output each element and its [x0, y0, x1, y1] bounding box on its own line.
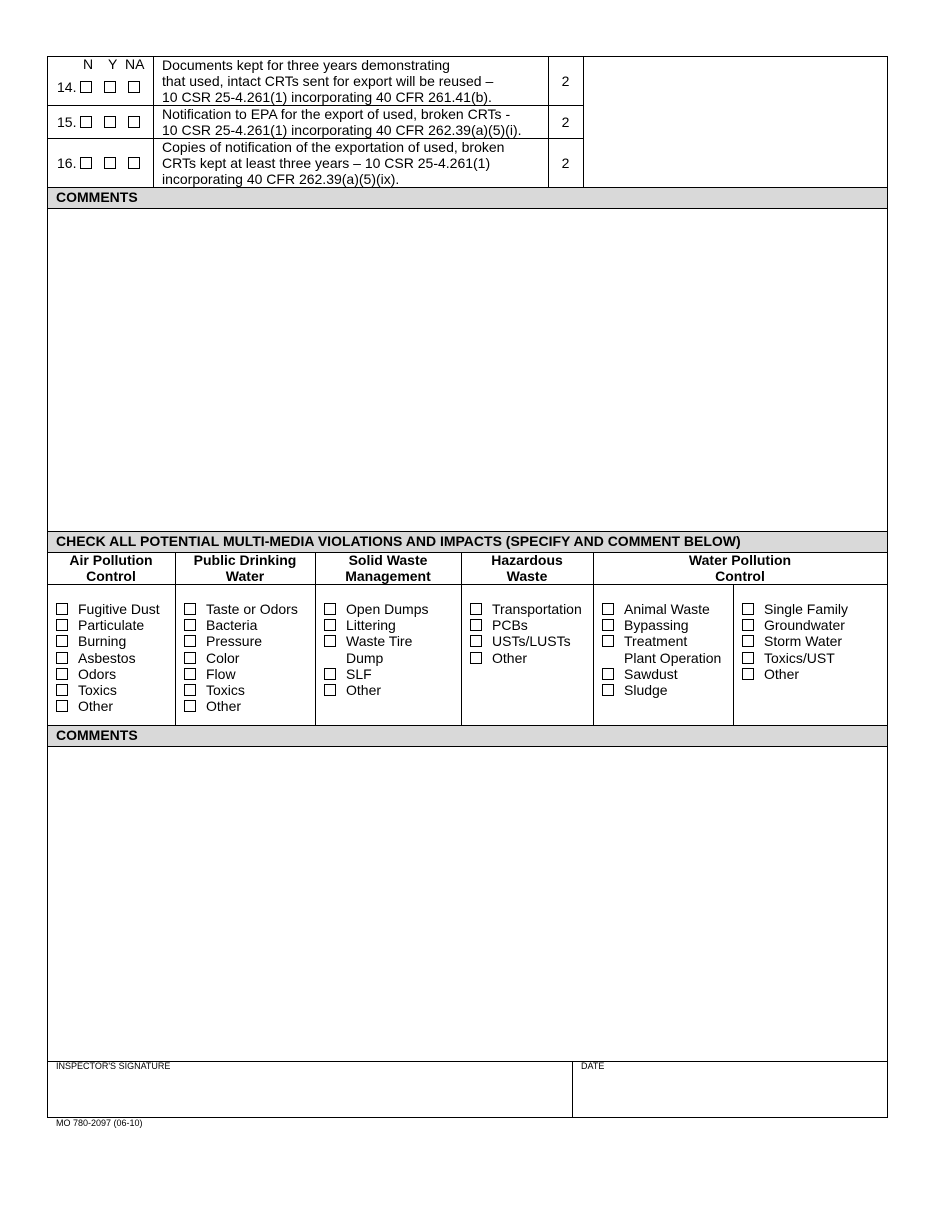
item-label: USTs/LUSTs — [492, 633, 571, 650]
item-label: Sawdust — [624, 665, 678, 682]
header-line: Waste — [506, 568, 548, 584]
violation-checkbox-item[interactable] — [742, 601, 848, 617]
item-text-line: CRTs kept at least three years – 10 CSR 25-4.261(1) — [162, 154, 491, 171]
violation-checkbox-item[interactable] — [742, 617, 845, 633]
item-label: Waste Tire — [346, 633, 413, 650]
item-label: Dump — [346, 649, 384, 666]
item-label: Plant Operation — [624, 649, 722, 666]
checkbox-y[interactable] — [104, 116, 116, 128]
item-label: Littering — [346, 617, 396, 634]
item-label: Treatment — [624, 633, 688, 650]
checkbox[interactable] — [602, 603, 614, 615]
checkbox[interactable] — [56, 668, 68, 680]
item-label: Other — [78, 698, 114, 715]
item-label: Taste or Odors — [206, 601, 298, 617]
comments-area[interactable] — [47, 208, 888, 532]
violation-checkbox-item[interactable] — [602, 682, 668, 698]
header-line: Water — [225, 568, 265, 584]
violation-checkbox-item[interactable] — [742, 650, 835, 666]
item-label: Pressure — [206, 633, 263, 650]
multimedia-column-header — [175, 552, 315, 584]
item-label: Asbestos — [78, 649, 136, 666]
violation-checkbox-item[interactable] — [184, 617, 257, 633]
multimedia-column-header — [47, 552, 175, 584]
checkbox[interactable] — [184, 668, 196, 680]
item-label: Other — [346, 682, 382, 698]
checkbox[interactable] — [324, 603, 336, 615]
violation-checkbox-item[interactable] — [56, 617, 144, 633]
item-label: Sludge — [624, 682, 668, 698]
checkbox[interactable] — [56, 635, 68, 647]
violation-checkbox-item[interactable] — [602, 633, 687, 649]
checkbox[interactable] — [742, 603, 754, 615]
item-number: 14. — [57, 78, 77, 95]
checkbox[interactable] — [470, 603, 482, 615]
item-label: Transportation — [492, 601, 582, 617]
header-line: Control — [715, 568, 765, 584]
col-label-na: NA — [125, 56, 145, 72]
checkbox-na[interactable] — [128, 157, 140, 169]
checkbox[interactable] — [602, 619, 614, 631]
checkbox-na[interactable] — [128, 116, 140, 128]
checkbox[interactable] — [470, 635, 482, 647]
checkbox[interactable] — [184, 684, 196, 696]
violation-checkbox-item[interactable] — [184, 633, 262, 649]
multimedia-column-header — [593, 552, 887, 584]
violation-checkbox-item[interactable] — [56, 633, 126, 649]
violation-checkbox-item[interactable] — [324, 682, 381, 698]
item-number: 15. — [57, 113, 77, 130]
violation-checkbox-item[interactable] — [470, 633, 571, 649]
violation-checkbox-item[interactable] — [184, 682, 245, 698]
inspector-signature-label: INSPECTOR'S SIGNATURE — [56, 1061, 171, 1071]
violation-checkbox-item[interactable] — [56, 601, 160, 617]
item-label: Animal Waste — [624, 601, 710, 617]
multimedia-column-header — [461, 552, 593, 584]
violation-checkbox-item[interactable] — [742, 666, 799, 682]
comments-area-2[interactable] — [47, 746, 888, 1062]
checkbox[interactable] — [184, 652, 196, 664]
header-line: Water Pollution — [688, 552, 792, 568]
item-label: Single Family — [764, 601, 849, 617]
checkbox[interactable] — [742, 668, 754, 680]
item-label: Other — [206, 698, 242, 715]
violation-checkbox-item[interactable] — [56, 666, 116, 682]
item-label: Other — [492, 649, 528, 666]
header-line: Public Drinking — [193, 552, 297, 568]
checkbox[interactable] — [56, 619, 68, 631]
violation-checkbox-item[interactable] — [56, 650, 136, 666]
column-divider — [733, 584, 734, 726]
item-label: PCBs — [492, 617, 528, 634]
item-label: Toxics/UST — [764, 649, 835, 666]
checkbox[interactable] — [470, 652, 482, 664]
checkbox[interactable] — [602, 635, 614, 647]
multimedia-header: CHECK ALL POTENTIAL MULTI-MEDIA VIOLATIONS AND IMPACTS (SPECIFY AND COMMENT BELOW) — [47, 531, 888, 553]
violation-checkbox-item[interactable] — [602, 601, 710, 617]
item-text-line: 10 CSR 25-4.261(1) incorporating 40 CFR 262.39(a)(5)(i). — [162, 121, 522, 138]
item-text-line: Documents kept for three years demonstrating — [162, 56, 450, 73]
item-label: Fugitive Dust — [78, 601, 160, 617]
violation-checkbox-item[interactable] — [56, 682, 117, 698]
checkbox[interactable] — [742, 619, 754, 631]
violation-checkbox-item[interactable] — [470, 650, 527, 666]
violation-checkbox-item[interactable] — [184, 698, 241, 714]
header-line: Management — [345, 568, 431, 584]
item-label: Other — [764, 665, 800, 682]
item-text-line: 10 CSR 25-4.261(1) incorporating 40 CFR 261.41(b). — [162, 88, 492, 105]
date-label: DATE — [581, 1061, 605, 1071]
item-label: Toxics — [78, 682, 117, 698]
comments-header: COMMENTS — [47, 187, 888, 209]
violation-checkbox-item[interactable] — [324, 666, 372, 682]
violation-checkbox-item[interactable] — [470, 601, 582, 617]
checkbox[interactable] — [184, 603, 196, 615]
header-line: Control — [86, 568, 136, 584]
item-label: Bypassing — [624, 617, 689, 634]
comments-header-2: COMMENTS — [47, 725, 888, 747]
violation-checkbox-item[interactable] — [184, 601, 298, 617]
violation-checkbox-item[interactable] — [324, 601, 428, 617]
violation-checkbox-item[interactable] — [602, 617, 689, 633]
header-line: Air Pollution — [69, 552, 153, 568]
checkbox[interactable] — [470, 619, 482, 631]
checkbox[interactable] — [742, 652, 754, 664]
inspector-signature-field[interactable] — [48, 1072, 571, 1117]
violation-checkbox-item[interactable] — [184, 650, 239, 666]
item-number: 16. — [57, 154, 77, 171]
item-label-continued — [602, 650, 721, 666]
checkbox[interactable] — [602, 668, 614, 680]
item-label: Open Dumps — [346, 601, 429, 617]
checkbox[interactable] — [184, 700, 196, 712]
item-text-line: incorporating 40 CFR 262.39(a)(5)(ix). — [162, 170, 400, 187]
header-line: Hazardous — [491, 552, 563, 568]
checkbox[interactable] — [56, 603, 68, 615]
checkbox[interactable] — [324, 635, 336, 647]
violation-checkbox-item[interactable] — [742, 633, 842, 649]
item-label: Groundwater — [764, 617, 845, 634]
checkbox-n[interactable] — [80, 116, 92, 128]
checkbox-n[interactable] — [80, 81, 92, 93]
checkbox[interactable] — [324, 668, 336, 680]
item-label-continued — [324, 650, 383, 666]
checkbox[interactable] — [742, 635, 754, 647]
item-label: SLF — [346, 665, 372, 682]
item-label: Particulate — [78, 617, 145, 634]
violation-checkbox-item[interactable] — [602, 666, 678, 682]
item-label: Toxics — [206, 682, 245, 698]
item-text-line: Copies of notification of the exportation of used, broken — [162, 138, 505, 155]
item-points: 2 — [561, 113, 570, 130]
multimedia-column-header — [315, 552, 461, 584]
checkbox-na[interactable] — [128, 81, 140, 93]
violation-checkbox-item[interactable] — [56, 698, 113, 714]
checkbox[interactable] — [602, 684, 614, 696]
violation-checkbox-item[interactable] — [470, 617, 528, 633]
item-label: Odors — [78, 665, 117, 682]
checkbox-n[interactable] — [80, 157, 92, 169]
item-text-line: that used, intact CRTs sent for export will be reused – — [162, 72, 494, 89]
checkbox[interactable] — [324, 619, 336, 631]
item-label: Burning — [78, 633, 127, 650]
item-label: Color — [206, 649, 240, 666]
violation-checkbox-item[interactable] — [324, 617, 396, 633]
checkbox[interactable] — [56, 700, 68, 712]
checkbox[interactable] — [324, 684, 336, 696]
item-label: Flow — [206, 665, 236, 682]
date-field[interactable] — [573, 1072, 887, 1117]
item-points: 2 — [561, 72, 570, 89]
col-label-n: N — [83, 56, 94, 72]
item-text-line: Notification to EPA for the export of used, broken CRTs - — [162, 105, 511, 122]
item-points: 2 — [561, 154, 570, 171]
col-label-y: Y — [108, 56, 118, 72]
item-label: Bacteria — [206, 617, 258, 634]
checkbox[interactable] — [184, 635, 196, 647]
checkbox[interactable] — [184, 619, 196, 631]
checkbox[interactable] — [56, 684, 68, 696]
checkbox-y[interactable] — [104, 81, 116, 93]
checkbox-y[interactable] — [104, 157, 116, 169]
checkbox[interactable] — [56, 652, 68, 664]
violation-checkbox-item[interactable] — [184, 666, 236, 682]
item-label: Storm Water — [764, 633, 843, 650]
header-line: Solid Waste — [348, 552, 428, 568]
violation-checkbox-item[interactable] — [324, 633, 412, 649]
form-number: MO 780-2097 (06-10) — [56, 1118, 143, 1128]
